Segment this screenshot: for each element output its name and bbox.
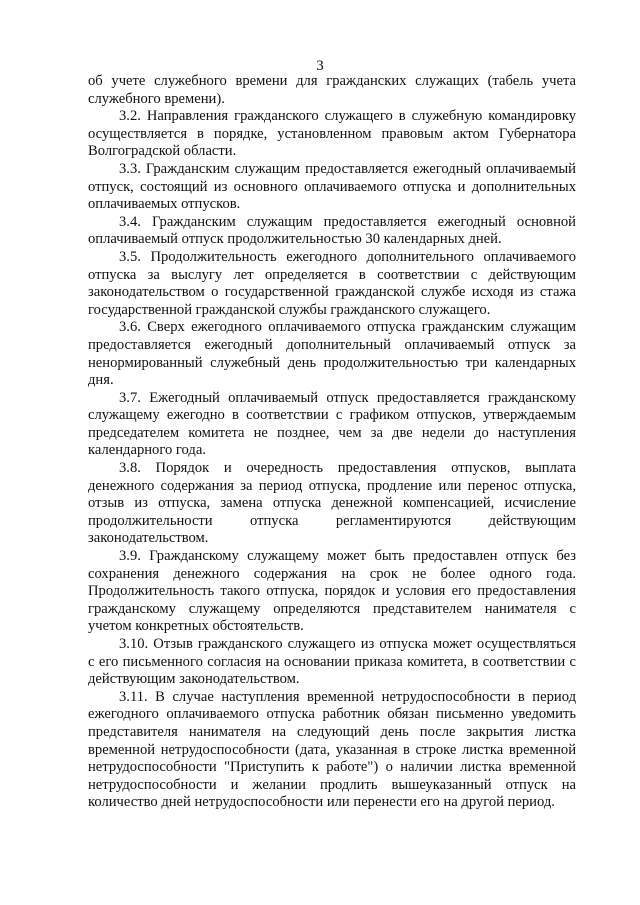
paragraph-3-7: 3.7. Ежегодный оплачиваемый отпуск предоставляется гражданскому служащему ежегодно в соответствии с графиком отпусков, утверждаемым председателем комитета не позднее, чем за две недели до наступления календарного года. (88, 389, 576, 459)
paragraph-3-10: 3.10. Отзыв гражданского служащего из отпуска может осуществляться с его письменного согласия на основании приказа комитета, в соответствии с действующим законодательством. (88, 636, 576, 688)
page-number: 3 (316, 58, 324, 74)
paragraph-3-9: 3.9. Гражданскому служащему может быть предоставлен отпуск без сохранения денежного содержания на срок не более одного года. Продолжительность такого отпуска, порядок и условия его предоставления гражданскому служащему определяются представителем нанимателя с учетом конкретных обстоятельств. (88, 548, 576, 635)
paragraph-3-11: 3.11. В случае наступления временной нетрудоспособности в период ежегодного оплачиваемого отпуска работник обязан письменно уведомить представителя нанимателя на следующий день после закрытия листка временной нетрудоспособности (дата, указанная в строке листка временной нетрудоспособности "Приступить к работе") о наличии листка временной нетрудоспособности и желании продлить вышеуказанный отпуск на количество дней нетрудоспособности или перенести его на другой период. (88, 688, 576, 811)
document-body (88, 73, 576, 812)
paragraph-3-6: 3.6. Сверх ежегодного оплачиваемого отпуска гражданским служащим предоставляется ежегодный дополнительный оплачиваемый отпуск за ненормированный служебный день продолжительностью три календарных дня. (88, 319, 576, 389)
paragraph-3-5: 3.5. Продолжительность ежегодного дополнительного оплачиваемого отпуска за выслугу лет определяется в соответствии с действующим законодательством о государственной гражданской службе исходя из стажа государственной гражданской службы гражданского служащего. (88, 248, 576, 318)
paragraph-3-2: 3.2. Направления гражданского служащего в служебную командировку осуществляется в порядке, установленном правовым актом Губернатора Волгоградской области. (88, 108, 576, 160)
paragraph-3-4: 3.4. Гражданским служащим предоставляется ежегодный основной оплачиваемый отпуск продолжительностью 30 календарных дней. (88, 213, 576, 248)
paragraph-3-3: 3.3. Гражданским служащим предоставляется ежегодный оплачиваемый отпуск, состоящий из основного оплачиваемого отпуска и дополнительных оплачиваемых отпусков. (88, 160, 576, 213)
paragraph-3-8: 3.8. Порядок и очередность предоставления отпусков, выплата денежного содержания за период отпуска, продление или перенос отпуска, отзыв из отпуска, замена отпуска денежной компенсацией, исчисление продолжительности отпуска регламентируются действующим законодательством. (88, 460, 576, 547)
paragraph-continuation: об учете служебного времени для гражданских служащих (табель учета служебного времени). (88, 73, 576, 107)
